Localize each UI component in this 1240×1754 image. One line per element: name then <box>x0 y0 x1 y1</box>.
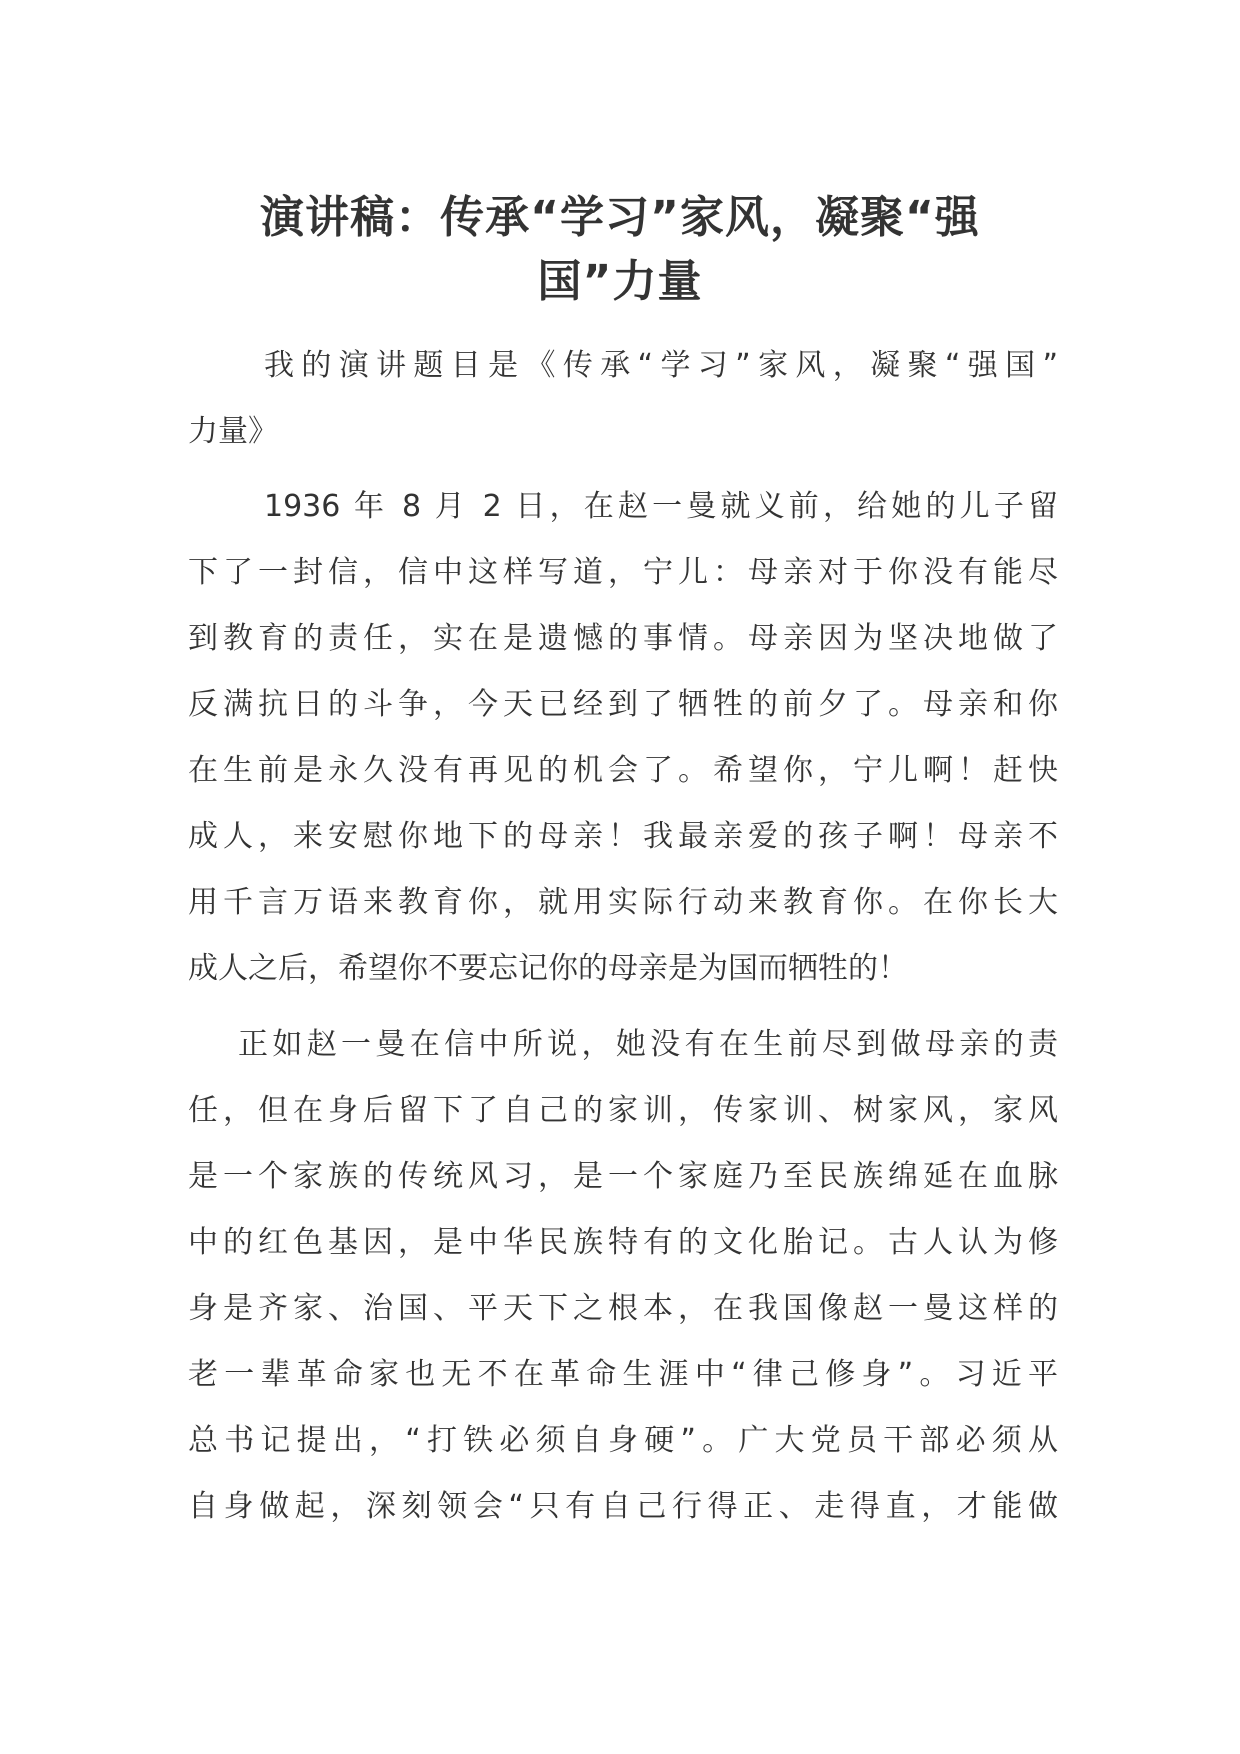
title-line: 演讲稿：传承“学习”家风，凝聚“强 <box>260 192 980 243</box>
text-line: 任，但在身后留下了自己的家训，传家训、树家风，家风 <box>188 1093 1058 1128</box>
text-line: 用千言万语来教育你，就用实际行动来教育你。在你长大 <box>188 885 1058 920</box>
text-line: 总书记提出，“打铁必须自身硬”。广大党员干部必须从 <box>188 1423 1058 1458</box>
text-line: 正如赵一曼在信中所说，她没有在生前尽到做母亲的责 <box>238 1027 1058 1062</box>
text-line: 在生前是永久没有再见的机会了。希望你，宁儿啊！赶快 <box>188 753 1058 788</box>
text-line: 到教育的责任，实在是遗憾的事情。母亲因为坚决地做了 <box>188 621 1058 656</box>
text-line: 自身做起，深刻领会“只有自己行得正、走得直，才能做 <box>188 1489 1058 1524</box>
text-line: 反满抗日的斗争，今天已经到了牺牲的前夕了。母亲和你 <box>188 687 1058 722</box>
paragraph-family-tradition <box>188 1012 1058 1540</box>
text-line: 成人，来安慰你地下的母亲！我最亲爱的孩子啊！母亲不 <box>188 819 1058 854</box>
title-line: 国”力量 <box>537 256 703 307</box>
paragraph-letter <box>188 474 1058 1002</box>
text-line: 是一个家族的传统风习，是一个家庭乃至民族绵延在血脉 <box>188 1159 1058 1194</box>
text-line: 成人之后，希望你不要忘记你的母亲是为国而牺牲的！ <box>188 951 908 986</box>
text-line: 力量》 <box>188 414 278 449</box>
text-line: 1936 年 8 月 2 日，在赵一曼就义前，给她的儿子留 <box>264 489 1058 524</box>
text-line: 下了一封信，信中这样写道，宁儿：母亲对于你没有能尽 <box>188 555 1058 590</box>
text-line: 我的演讲题目是《传承“学习”家风，凝聚“强国” <box>264 348 1058 383</box>
text-line: 中的红色基因，是中华民族特有的文化胎记。古人认为修 <box>188 1225 1058 1260</box>
document-title <box>200 186 1040 314</box>
text-line: 身是齐家、治国、平天下之根本，在我国像赵一曼这样的 <box>188 1291 1058 1326</box>
paragraph-speech-topic <box>188 333 1058 465</box>
text-line: 老一辈革命家也无不在革命生涯中“律己修身”。习近平 <box>188 1357 1058 1392</box>
